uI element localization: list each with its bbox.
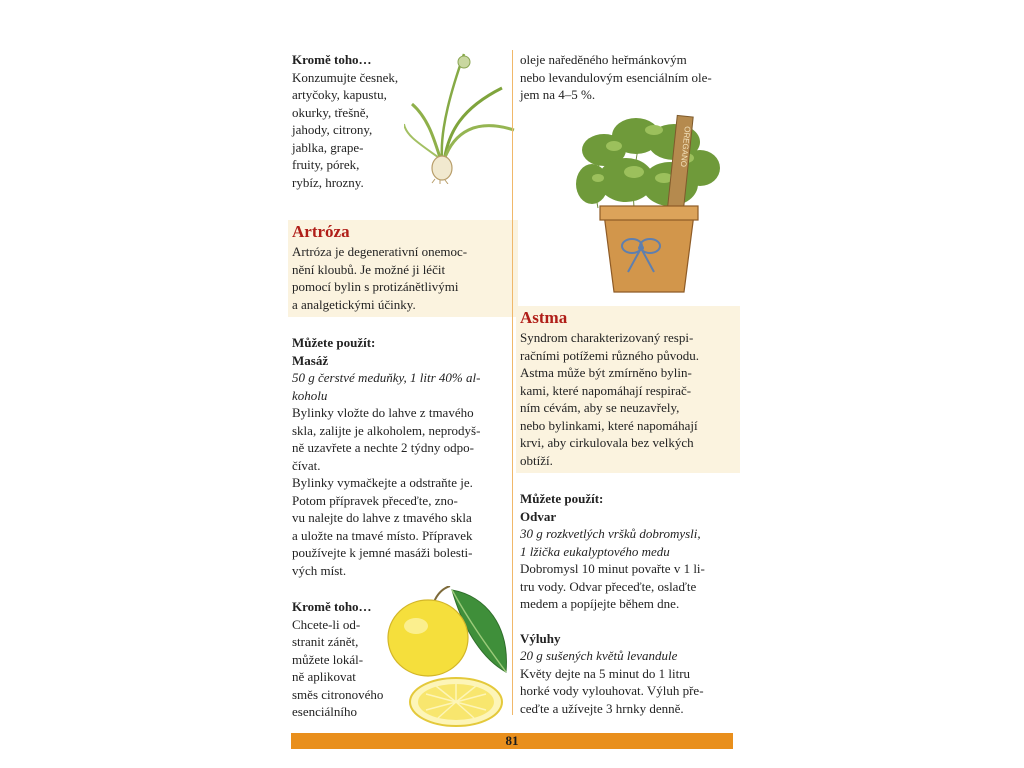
text-line: nebo levandulovým esenciálním ole-: [520, 69, 712, 85]
text-line: jem na 4–5 %.: [520, 87, 596, 102]
left-intro: [292, 51, 422, 191]
text-line: rybíz, hrozny.: [292, 174, 364, 190]
text-line: esenciálního: [292, 704, 357, 719]
outro-heading: Kromě toho…: [292, 599, 372, 614]
pot-stake-label: OREGANO: [678, 125, 692, 168]
text-line: používejte k jemné masáži bolesti-: [292, 545, 473, 560]
text-line: račními potížemi různého původu.: [520, 347, 700, 363]
vyluhy-text: [520, 665, 732, 718]
text-line: Artróza je degenerativní onemoc-: [292, 244, 468, 259]
text-line: 1 lžička eukalyptového medu: [520, 543, 670, 559]
text-line: artyčoky, kapustu,: [292, 87, 387, 102]
text-line: 30 g rozkvetlých vršků dobromysli,: [520, 526, 701, 541]
odvar-title: Odvar: [520, 508, 557, 524]
page-footer-bar: [291, 733, 733, 749]
text-line: Potom přípravek přeceďte, zno-: [292, 492, 458, 508]
text-line: stranit zánět,: [292, 634, 359, 649]
text-line: skla, zalijte je alkoholem, neprodyš-: [292, 422, 481, 438]
artroza-title: Artróza: [292, 222, 350, 241]
text-line: Konzumujte česnek,: [292, 69, 399, 85]
text-line: oleje naředěného heřmánkovým: [520, 52, 687, 67]
text-line: Syndrom charakterizovaný respi-: [520, 330, 694, 345]
odvar-text: [520, 560, 732, 613]
text-line: vu nalejte do lahve z tmavého skla: [292, 510, 472, 525]
astma-title: Astma: [520, 308, 568, 327]
artroza-text: [292, 243, 514, 313]
text-line: pomocí bylin s protizánětlivými: [292, 279, 459, 294]
text-line: 20 g sušených květů levandule: [520, 648, 678, 663]
vyluhy-recipe: [520, 647, 732, 665]
text-line: tru vody. Odvar přeceďte, oslaďte: [520, 578, 697, 594]
right-continuation: [520, 51, 732, 104]
text-line: horké vody vylouhovat. Výluh pře-: [520, 683, 704, 698]
text-line: jahody, citrony,: [292, 122, 373, 137]
text-line: medem a popíjejte během dne.: [520, 596, 680, 611]
left-use-label: Můžete použít:: [292, 335, 376, 350]
text-line: ně uzavřete a nechte 2 týdny odpo-: [292, 440, 474, 455]
text-line: 50 g čerstvé meduňky, 1 litr 40% al-: [292, 370, 481, 385]
text-line: Dobromysl 10 minut povařte v 1 li-: [520, 561, 705, 576]
text-line: Bylinky vložte do lahve z tmavého: [292, 405, 474, 420]
text-line: čívat.: [292, 457, 321, 473]
text-line: můžete lokál-: [292, 651, 364, 667]
odvar-recipe: [520, 525, 732, 560]
masaz-title: Masáž: [292, 352, 329, 368]
text-line: kami, které napomáhají respirač-: [520, 382, 692, 398]
text-line: ním cévám, aby se neuzavřely,: [520, 400, 680, 415]
text-line: koholu: [292, 387, 328, 403]
lemon-illustration: [386, 586, 512, 728]
text-line: Astma může být zmírněno bylin-: [520, 365, 692, 380]
text-line: a uložte na tmavé místo. Přípravek: [292, 527, 473, 543]
text-line: Bylinky vymačkejte a odstraňte je.: [292, 475, 473, 490]
text-line: jablka, grape-: [292, 139, 364, 155]
continuation-text: [520, 51, 732, 104]
artroza-section: [288, 220, 518, 317]
left-methods: [292, 334, 510, 579]
text-line: Chcete-li od-: [292, 616, 361, 632]
text-line: směs citronového: [292, 686, 384, 702]
vyluhy-title: Výluhy: [520, 630, 561, 646]
right-methods: [520, 490, 732, 717]
page-number: 81: [505, 733, 519, 748]
text-line: ně aplikovat: [292, 669, 356, 684]
intro-heading: Kromě toho…: [292, 52, 372, 67]
text-line: a analgetickými účinky.: [292, 296, 416, 312]
masaz-text: [292, 404, 510, 579]
text-line: fruity, pórek,: [292, 157, 360, 172]
text-line: obtíží.: [520, 452, 553, 468]
text-line: ceďte a užívejte 3 hrnky denně.: [520, 700, 684, 716]
right-use-label: Můžete použít:: [520, 491, 604, 506]
oregano-pot-illustration: [574, 110, 724, 300]
astma-section: [516, 306, 740, 473]
text-line: krvi, aby cirkulovala bez velkých: [520, 435, 694, 450]
text-line: nění kloubů. Je možné ji léčit: [292, 261, 446, 277]
masaz-recipe: [292, 369, 510, 404]
text-line: Květy dejte na 5 minut do 1 litru: [520, 665, 691, 681]
text-line: okurky, třešně,: [292, 104, 369, 120]
column-divider: [512, 50, 513, 715]
astma-text: [520, 329, 736, 469]
text-line: nebo bylinkami, které napomáhají: [520, 417, 698, 433]
garlic-illustration: [404, 48, 516, 184]
intro-lines: [292, 69, 422, 192]
text-line: vých míst.: [292, 562, 347, 578]
